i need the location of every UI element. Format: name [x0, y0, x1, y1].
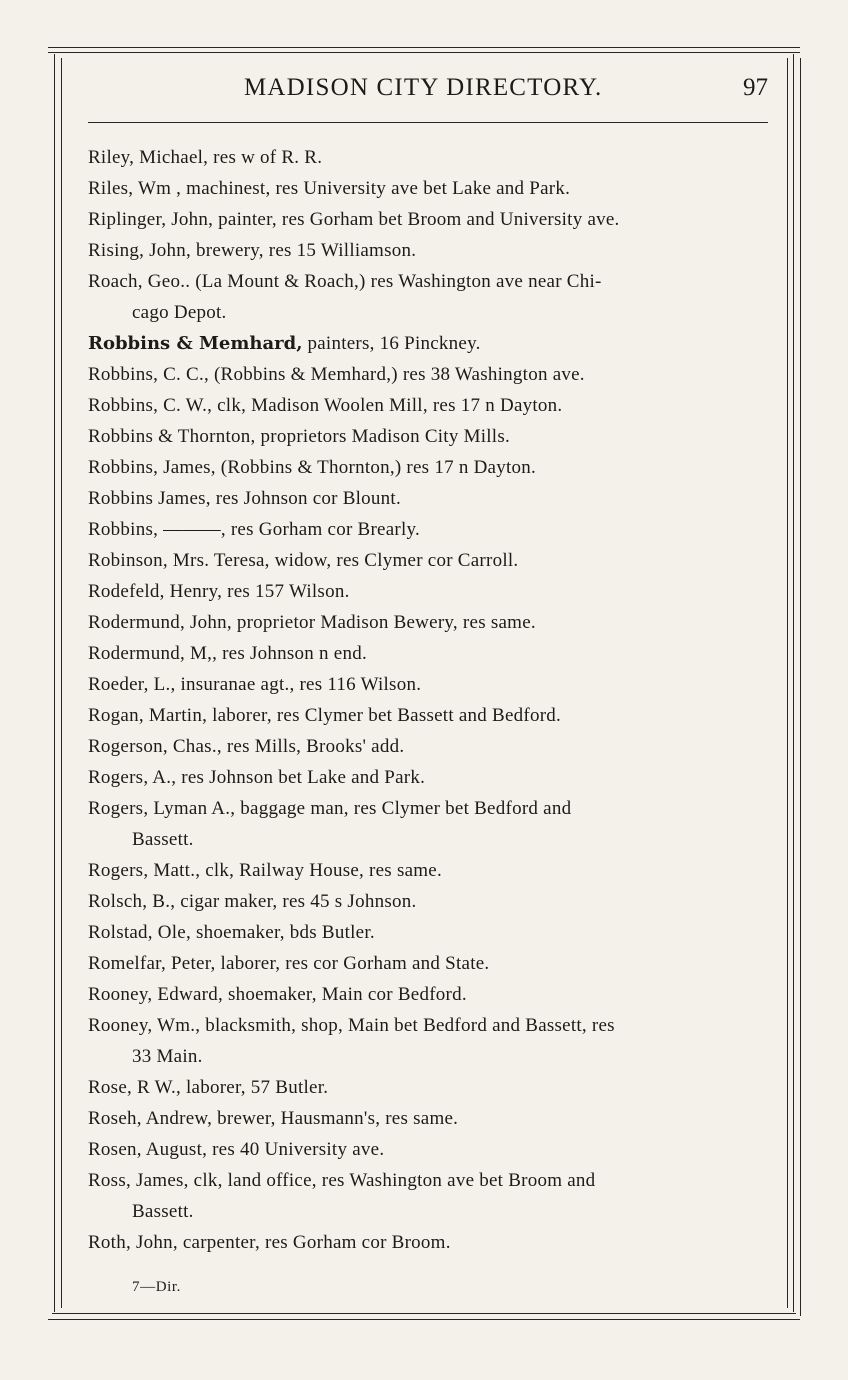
- directory-entry-continuation: Bassett.: [132, 829, 194, 850]
- directory-entry-continuation: cago Depot.: [132, 302, 227, 323]
- directory-entry: Roseh, Andrew, brewer, Hausmann's, res same.: [88, 1108, 459, 1129]
- directory-entry-continuation: 33 Main.: [132, 1046, 203, 1067]
- directory-entry: Robbins, ———, res Gorham cor Brearly.: [88, 519, 421, 540]
- directory-entry: Ross, James, clk, land office, res Washington ave bet Broom and: [88, 1170, 596, 1191]
- directory-entry-continuation: Bassett.: [132, 1201, 194, 1222]
- directory-entry: Rolstad, Ole, shoemaker, bds Butler.: [88, 922, 375, 943]
- directory-entry: Rooney, Edward, shoemaker, Main cor Bedford.: [88, 984, 467, 1005]
- directory-entry: Robbins James, res Johnson cor Blount.: [88, 488, 401, 509]
- directory-entry: Riles, Wm , machinest, res University ave bet Lake and Park.: [88, 178, 571, 199]
- featured-firm-name: Robbins & Memhard,: [88, 333, 303, 354]
- right-border-inner: [787, 58, 788, 1308]
- directory-entry: Rogan, Martin, laborer, res Clymer bet Bassett and Bedford.: [88, 705, 562, 726]
- directory-entry: Robbins, C. W., clk, Madison Woolen Mill, res 17 n Dayton.: [88, 395, 563, 416]
- directory-entry: Rose, R W., laborer, 57 Butler.: [88, 1077, 329, 1098]
- directory-entry: Rogers, Matt., clk, Railway House, res same.: [88, 860, 442, 881]
- directory-entry: Rosen, August, res 40 University ave.: [88, 1139, 385, 1160]
- directory-entry: Roeder, L., insuranae agt., res 116 Wilson.: [88, 674, 422, 695]
- left-border-inner: [61, 58, 62, 1308]
- running-header: [88, 74, 768, 108]
- directory-entry: Rising, John, brewery, res 15 Williamson.: [88, 240, 417, 261]
- directory-entry: Rodefeld, Henry, res 157 Wilson.: [88, 581, 350, 602]
- directory-entry: Rogers, A., res Johnson bet Lake and Park.: [88, 767, 426, 788]
- directory-entry: Roth, John, carpenter, res Gorham cor Broom.: [88, 1232, 451, 1253]
- header-rule: [88, 122, 768, 123]
- signature-mark: 7—Dir.: [132, 1279, 182, 1295]
- right-border-middle: [793, 54, 794, 1312]
- left-border-outer: [54, 54, 55, 1312]
- directory-entry: Romelfar, Peter, laborer, res cor Gorham and State.: [88, 953, 490, 974]
- right-border-outer: [800, 58, 801, 1316]
- directory-entry: Riley, Michael, res w of R. R.: [88, 147, 323, 168]
- bottom-border-outer: [48, 1319, 800, 1320]
- directory-entry: Robinson, Mrs. Teresa, widow, res Clymer cor Carroll.: [88, 550, 519, 571]
- page-title: MADISON CITY DIRECTORY.: [244, 74, 603, 101]
- directory-entry: Robbins, C. C., (Robbins & Memhard,) res 38 Washington ave.: [88, 364, 585, 385]
- directory-entry-featured: [88, 328, 771, 359]
- directory-entry: Rooney, Wm., blacksmith, shop, Main bet Bedford and Bassett, res: [88, 1015, 615, 1036]
- top-border-outer: [48, 47, 800, 48]
- directory-entry: Rodermund, M,, res Johnson n end.: [88, 643, 367, 664]
- page-number: 97: [743, 74, 768, 101]
- top-border-inner: [48, 52, 800, 53]
- directory-entry: Robbins, James, (Robbins & Thornton,) res 17 n Dayton.: [88, 457, 537, 478]
- directory-entry: Rogers, Lyman A., baggage man, res Clymer bet Bedford and: [88, 798, 572, 819]
- directory-entry: Riplinger, John, painter, res Gorham bet Broom and University ave.: [88, 209, 620, 230]
- featured-firm-details: painters, 16 Pinckney.: [307, 333, 481, 354]
- bottom-border-inner: [52, 1313, 796, 1314]
- directory-entries: [88, 142, 771, 1258]
- directory-entry: Rodermund, John, proprietor Madison Bewery, res same.: [88, 612, 536, 633]
- directory-entry: Robbins & Thornton, proprietors Madison City Mills.: [88, 426, 510, 447]
- directory-entry: Rolsch, B., cigar maker, res 45 s Johnson.: [88, 891, 417, 912]
- directory-entry: Rogerson, Chas., res Mills, Brooks' add.: [88, 736, 405, 757]
- directory-entry: Roach, Geo.. (La Mount & Roach,) res Washington ave near Chi-: [88, 271, 602, 292]
